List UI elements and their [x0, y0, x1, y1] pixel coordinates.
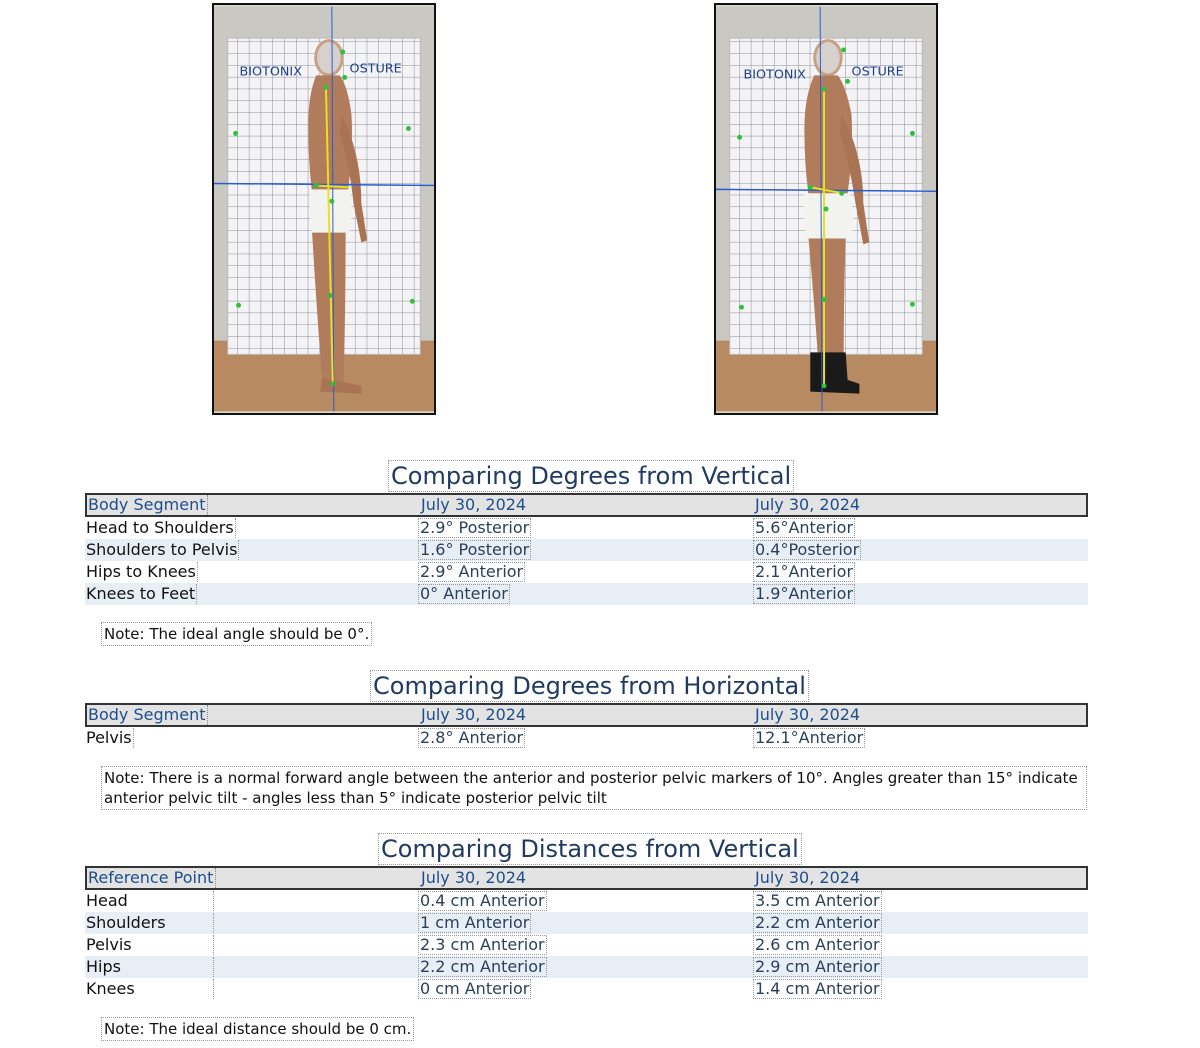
row-label: Shoulders to Pelvis: [86, 540, 238, 559]
section-title-vertical-distances: Comparing Distances from Vertical: [378, 833, 802, 865]
table-row: [85, 517, 1088, 539]
row-value-2: 2.2 cm Anterior: [755, 913, 880, 932]
row-value-2: 0.4°Posterior: [755, 540, 860, 559]
note-vertical-degrees: Note: The ideal angle should be 0°.: [101, 622, 372, 646]
row-value-1: 1 cm Anterior: [420, 913, 530, 932]
header-body-segment: Body Segment: [88, 495, 208, 515]
posture-figure-left: [214, 5, 434, 413]
header-date-2: July 30, 2024: [755, 705, 861, 724]
row-value-2: 1.9°Anterior: [755, 584, 854, 603]
note-vertical-distances: Note: The ideal distance should be 0 cm.: [101, 1017, 414, 1041]
row-value-2: 12.1°Anterior: [755, 728, 864, 747]
row-value-2: 1.4 cm Anterior: [755, 979, 880, 998]
header-body-segment: Body Segment: [88, 705, 208, 725]
header-date-2: July 30, 2024: [755, 868, 861, 887]
row-value-2: 3.5 cm Anterior: [755, 891, 880, 910]
note-line-1: Note: There is a normal forward angle between the anterior and posterior pelvic markers of 10°. Angles greater than 15° indicate: [104, 769, 1078, 787]
section-title-vertical-degrees: Comparing Degrees from Vertical: [388, 460, 794, 492]
row-label: Knees to Feet: [86, 584, 196, 603]
row-label: Head: [85, 891, 214, 911]
table-row: [85, 583, 1088, 605]
table-row: [85, 956, 1088, 978]
row-label: Knees: [85, 979, 214, 999]
header-date-1: July 30, 2024: [421, 705, 527, 724]
row-value-1: 2.2 cm Anterior: [420, 957, 545, 976]
row-label: Hips: [85, 957, 214, 977]
row-value-2: 2.6 cm Anterior: [755, 935, 880, 954]
posture-photo-left: [212, 3, 436, 415]
row-value-1: 2.8° Anterior: [420, 728, 524, 747]
table-row: [85, 539, 1088, 561]
table-row: [85, 978, 1088, 1000]
table-row: [85, 890, 1088, 912]
note-line-2: anterior pelvic tilt - angles less than 5° indicate posterior pelvic tilt: [104, 789, 607, 807]
posture-figure-right: [716, 5, 936, 413]
header-reference-point: Reference Point: [88, 868, 216, 888]
banner-text-right: OSTURE: [349, 61, 402, 77]
row-label: Shoulders: [85, 913, 214, 933]
row-value-2: 5.6°Anterior: [755, 518, 854, 537]
table-row: [85, 561, 1088, 583]
row-value-1: 2.3 cm Anterior: [420, 935, 545, 954]
header-date-1: July 30, 2024: [421, 868, 527, 887]
header-date-1: July 30, 2024: [421, 495, 527, 514]
posture-photo-right: [714, 3, 938, 415]
table-row: [85, 934, 1088, 956]
table-header: [85, 493, 1088, 517]
row-label: Head to Shoulders: [86, 518, 234, 537]
vertical-degrees-table: [85, 493, 1088, 605]
row-value-1: 0° Anterior: [420, 584, 508, 603]
vertical-distances-table: [85, 866, 1088, 1000]
row-value-1: 2.9° Posterior: [420, 518, 530, 537]
row-value-1: 2.9° Anterior: [420, 562, 524, 581]
table-row: [85, 727, 1088, 749]
table-header: [85, 866, 1088, 890]
banner-text-left: BIOTONIX: [239, 64, 302, 80]
note-horizontal-degrees: [101, 766, 1087, 810]
row-label: Hips to Knees: [86, 562, 196, 581]
banner-text-right: OSTURE: [851, 64, 904, 80]
section-title-horizontal-degrees: Comparing Degrees from Horizontal: [370, 670, 809, 702]
row-value-1: 1.6° Posterior: [420, 540, 530, 559]
table-header: [85, 703, 1088, 727]
row-label: Pelvis: [85, 935, 214, 955]
table-row: [85, 912, 1088, 934]
banner-text-left: BIOTONIX: [743, 67, 806, 83]
header-date-2: July 30, 2024: [755, 495, 861, 514]
row-value-1: 0 cm Anterior: [420, 979, 530, 998]
row-label: Pelvis: [86, 728, 132, 747]
horizontal-degrees-table: [85, 703, 1088, 749]
row-value-1: 0.4 cm Anterior: [420, 891, 545, 910]
row-value-2: 2.1°Anterior: [755, 562, 854, 581]
row-value-2: 2.9 cm Anterior: [755, 957, 880, 976]
